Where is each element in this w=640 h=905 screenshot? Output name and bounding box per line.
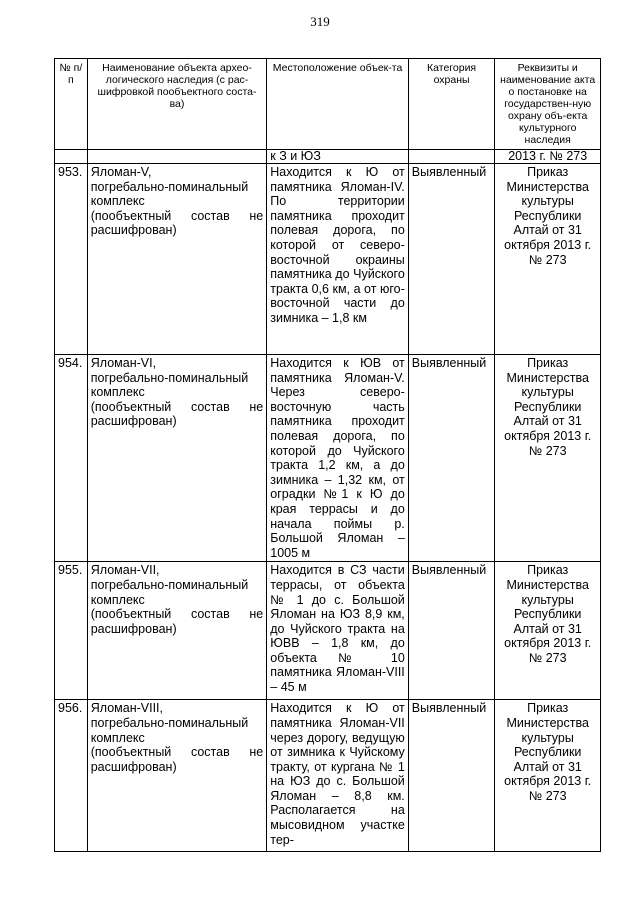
object-location: Находится к ЮВ от памятника Яломан-V. Через северо-восточную часть памятника проходит полевая дорога, по которой до Чуйского тракта 1,2 км, а до зимника – 1,32 км, от оградки №1 к Ю до края террасы и до начала поймы р. Большой Яломан – 1005 м: [267, 355, 409, 562]
continuation-requisites: 2013 г. № 273: [495, 150, 601, 164]
monuments-table: [54, 58, 601, 852]
object-composition: (пообъектный состав не: [90, 607, 264, 622]
object-name: [87, 700, 267, 852]
object-composition: (пообъектный состав не: [90, 745, 264, 760]
table-row: [55, 562, 601, 700]
act-requisites: Приказ Министерства культуры Республики Алтай от 31 октября 2013 г. № 273: [495, 355, 601, 562]
object-location: Находится к Ю от памятника Яломан-VII через дорогу, ведущую от зимника к Чуйскому тракту, от кургана № 1 на ЮЗ до с. Большой Яломан – 8,8 км. Располагается на мысовидном участке тер-: [267, 700, 409, 852]
header-category: Категория охраны: [408, 59, 495, 150]
object-title: Яломан-VI,: [90, 356, 157, 370]
object-title: Яломан-VIII,: [90, 701, 163, 716]
header-requisites: Реквизиты и наименование акта о постановке на государствен-ную охрану объ-екта культурного наследия: [495, 59, 601, 150]
page-number: 319: [310, 14, 330, 29]
protection-category: Выявленный: [408, 700, 495, 852]
table-header-row: [55, 59, 601, 150]
act-requisites: Приказ Министерства культуры Республики Алтай от 31 октября 2013 г. № 273: [495, 700, 601, 852]
act-requisites: Приказ Министерства культуры Республики Алтай от 31 октября 2013 г. № 273: [495, 562, 601, 700]
table-row: [55, 355, 601, 562]
row-number: 955.: [55, 562, 88, 700]
object-name: [87, 164, 267, 355]
table-row: [55, 164, 601, 355]
row-number: 954.: [55, 355, 88, 562]
object-composition-end: расшифрован): [90, 621, 177, 636]
object-location: Находится в СЗ части террасы, от объекта № 1 до с. Большой Яломан на ЮЗ 8,9 км, до Чуйского тракта на ЮВВ – 1,8 км, до объекта № 10 памятника Яломан-VIII – 45 м: [267, 562, 409, 700]
table-row: [55, 700, 601, 852]
header-name: Наименование объекта архео-логического наследия (с рас-шифровкой пообъектного соста-ва): [87, 59, 267, 150]
object-title: Яломан-VII,: [90, 563, 160, 578]
header-num: № п/п: [55, 59, 88, 150]
protection-category: Выявленный: [408, 164, 495, 355]
protection-category: Выявленный: [408, 562, 495, 700]
object-title: Яломан-V,: [90, 165, 152, 179]
object-composition-end: расшифрован): [90, 223, 177, 238]
row-number: 953.: [55, 164, 88, 355]
object-kind: комплекс: [90, 385, 145, 400]
object-name: [87, 355, 267, 562]
object-composition-end: расшифрован): [90, 759, 177, 774]
object-composition: (пообъектный состав не: [90, 208, 264, 223]
object-composition: (пообъектный состав не: [90, 399, 264, 414]
object-type: погребально-поминальный: [90, 370, 249, 385]
object-type: погребально-поминальный: [90, 179, 249, 194]
object-type: погребально-поминальный: [90, 577, 249, 592]
object-kind: комплекс: [90, 194, 145, 209]
protection-category: Выявленный: [408, 355, 495, 562]
object-kind: комплекс: [90, 730, 145, 745]
act-requisites: Приказ Министерства культуры Республики Алтай от 31 октября 2013 г. № 273: [495, 164, 601, 355]
continuation-location: к З и ЮЗ: [267, 150, 409, 164]
object-kind: комплекс: [90, 592, 145, 607]
row-number: 956.: [55, 700, 88, 852]
object-composition-end: расшифрован): [90, 414, 177, 429]
object-type: погребально-поминальный: [90, 715, 249, 730]
object-location: Находится к Ю от памятника Яломан-IV. По территории памятника проходит полевая дорога, по которой от северо-восточной окраины памятника до Чуйского тракта 0,6 км, а от юго-восточной части до зимника – 1,8 км: [267, 164, 409, 355]
object-name: [87, 562, 267, 700]
header-location: Местоположение объек-та: [267, 59, 409, 150]
continuation-row: [55, 150, 601, 164]
